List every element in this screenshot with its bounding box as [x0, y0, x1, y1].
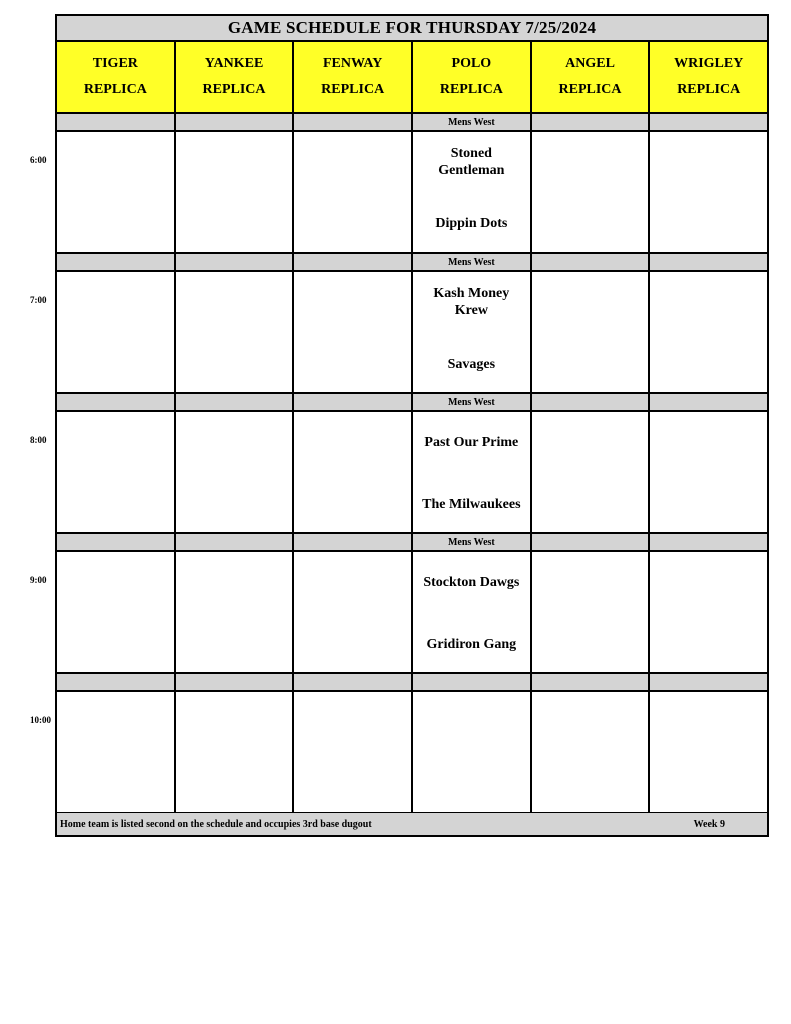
field-header-row: [57, 42, 767, 114]
field-sub: REPLICA: [677, 82, 741, 97]
field-name: POLO: [451, 56, 492, 71]
away-team: Stockton Dawgs: [423, 575, 520, 590]
division-band: [57, 254, 767, 272]
division-label: [413, 674, 532, 690]
schedule-table: [55, 14, 769, 837]
game-cell: [413, 272, 532, 392]
away-team: Stoned Gentleman: [438, 146, 505, 178]
field-name: FENWAY: [322, 56, 383, 71]
game-cell: [413, 552, 532, 672]
division-label: Mens West: [413, 114, 532, 130]
field-header-angel: [532, 42, 651, 112]
home-team: Savages: [447, 357, 496, 372]
week-label: Week 9: [693, 818, 725, 830]
time-slot-row: [57, 692, 767, 814]
division-band: [57, 114, 767, 132]
field-sub: REPLICA: [558, 82, 622, 97]
field-sub: REPLICA: [83, 82, 147, 97]
field-header-yankee: [176, 42, 295, 112]
field-name: WRIGLEY: [674, 56, 744, 71]
time-label-6: 6:00: [30, 155, 47, 165]
time-label-8: 8:00: [30, 435, 47, 445]
field-name: ANGEL: [565, 56, 615, 71]
division-band: [57, 394, 767, 412]
field-header-tiger: [57, 42, 176, 112]
time-slot-row: [57, 272, 767, 394]
field-sub: REPLICA: [439, 82, 503, 97]
game-cell: [413, 132, 532, 252]
home-team: Gridiron Gang: [426, 637, 517, 652]
field-sub: REPLICA: [202, 82, 266, 97]
field-name: TIGER: [92, 56, 138, 71]
footer-note: Home team is listed second on the schedule and occupies 3rd base dugout: [60, 818, 372, 830]
time-slot-row: [57, 132, 767, 254]
footer-bar: [57, 813, 767, 835]
game-cell: [413, 412, 532, 532]
field-name: YANKEE: [204, 56, 264, 71]
time-label-9: 9:00: [30, 575, 47, 585]
away-team: Past Our Prime: [424, 435, 519, 450]
game-cell: [413, 692, 532, 812]
division-band: [57, 534, 767, 552]
schedule-title: GAME SCHEDULE FOR THURSDAY 7/25/2024: [57, 16, 767, 42]
time-label-10: 10:00: [30, 715, 51, 725]
home-team: Dippin Dots: [435, 216, 508, 231]
division-band: [57, 674, 767, 692]
time-slot-row: [57, 412, 767, 534]
division-label: Mens West: [413, 254, 532, 270]
home-team: The Milwaukees: [422, 497, 521, 512]
field-header-polo: [413, 42, 532, 112]
field-sub: REPLICA: [321, 82, 385, 97]
field-header-fenway: [294, 42, 413, 112]
division-label: Mens West: [413, 394, 532, 410]
division-label: Mens West: [413, 534, 532, 550]
time-slot-row: [57, 552, 767, 674]
away-team: Kash Money Krew: [433, 286, 510, 318]
field-header-wrigley: [650, 42, 767, 112]
time-label-7: 7:00: [30, 295, 47, 305]
